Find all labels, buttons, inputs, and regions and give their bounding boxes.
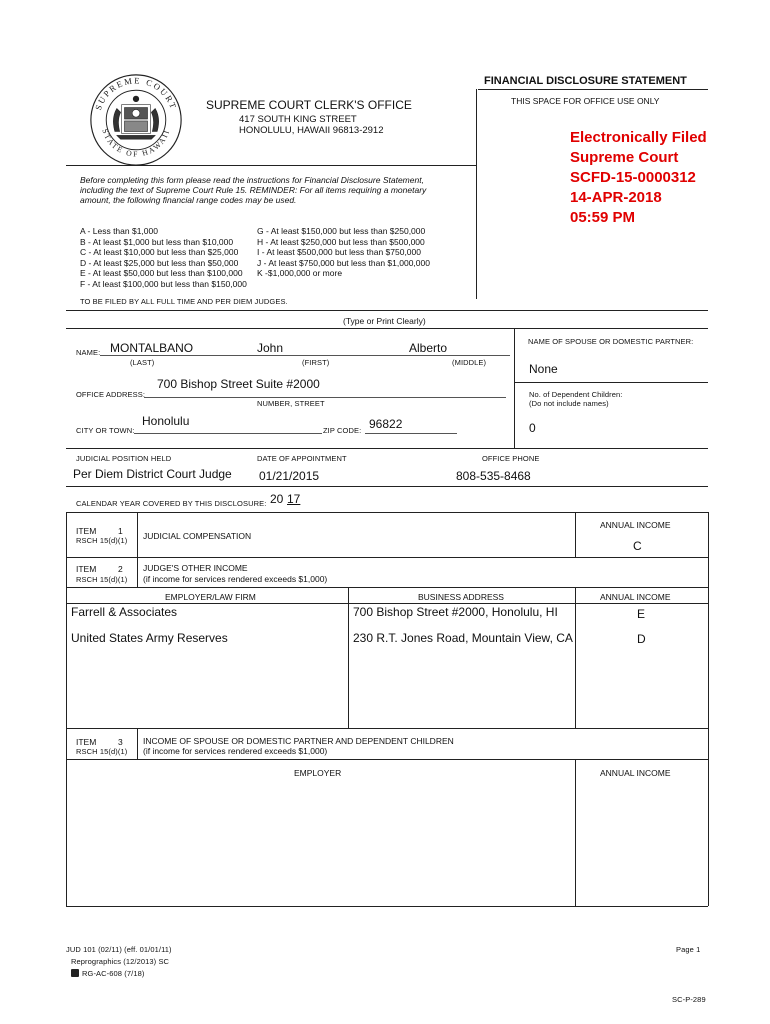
range-f: F - At least $100,000 but less than $150,000 xyxy=(80,278,247,289)
appointment-date-label: DATE OF APPOINTMENT xyxy=(257,454,347,463)
recycle-icon xyxy=(71,969,79,977)
stamp-line4: 14-APR-2018 xyxy=(570,189,662,206)
item2-row1-employer[interactable]: Farrell & Associates xyxy=(71,605,178,619)
range-codes-left xyxy=(80,226,247,289)
item1-rsch: RSCH 15(d)(1) xyxy=(76,536,128,545)
office-address-value[interactable]: 700 Bishop Street Suite #2000 xyxy=(157,377,320,391)
calendar-year-prefix: 20 xyxy=(270,492,284,506)
dependents-sublabel: (Do not include names) xyxy=(529,399,609,408)
zip-label: ZIP CODE: xyxy=(323,426,362,435)
electronic-filing-stamp xyxy=(570,128,707,228)
range-k: K -$1,000,000 or more xyxy=(257,268,343,278)
last-name-label: (LAST) xyxy=(130,358,155,367)
stamp-line5: 05:59 PM xyxy=(570,209,636,226)
first-name-label: (FIRST) xyxy=(302,358,330,367)
item1-annual-value[interactable]: C xyxy=(633,539,642,553)
item3-col-employer: EMPLOYER xyxy=(294,768,342,778)
office-address-label: OFFICE ADDRESS: xyxy=(76,390,146,399)
calendar-year-value[interactable]: 17 xyxy=(287,492,301,506)
to-be-filed-note: TO BE FILED BY ALL FULL TIME AND PER DIEM JUDGES. xyxy=(80,297,288,306)
calendar-year-label: CALENDAR YEAR COVERED BY THIS DISCLOSURE: xyxy=(76,499,267,508)
form-id: JUD 101 (02/11) (eff. 01/01/11) xyxy=(66,945,172,954)
rg-note xyxy=(71,969,144,978)
office-phone-value[interactable]: 808-535-8468 xyxy=(456,469,531,483)
range-j: J - At least $750,000 but less than $1,000,000 xyxy=(257,257,430,268)
instructions-line1: Before completing this form please read the instructions for Financial Disclosure Statement, xyxy=(80,175,424,185)
dependents-label: No. of Dependent Children: xyxy=(529,390,623,399)
type-or-print-note: (Type or Print Clearly) xyxy=(343,316,426,326)
middle-name-value[interactable]: Alberto xyxy=(409,341,448,355)
item2-row1-address[interactable]: 700 Bishop Street #2000, Honolulu, HI xyxy=(353,605,558,619)
svg-text:STATE OF HAWAII: STATE OF HAWAII xyxy=(100,127,172,159)
first-name-value[interactable]: John xyxy=(257,341,284,355)
reprographics-note: Reprographics (12/2013) SC xyxy=(71,957,170,966)
item2-row2-address[interactable]: 230 R.T. Jones Road, Mountain View, CA xyxy=(353,631,573,645)
item1-title: JUDICIAL COMPENSATION xyxy=(143,531,252,541)
item2-label: ITEM xyxy=(76,564,97,574)
page-number: Page 1 xyxy=(676,945,701,954)
item3-label: ITEM xyxy=(76,737,97,747)
range-codes-right xyxy=(257,226,430,279)
item2-col-address: BUSINESS ADDRESS xyxy=(418,592,504,602)
item2-row1-income[interactable]: E xyxy=(637,607,646,621)
item3-rsch: RSCH 15(d)(1) xyxy=(76,747,128,756)
instructions-line2: including the text of Supreme Court Rule 15. REMINDER: For all items requiring a monetary xyxy=(80,185,427,195)
range-b: B - At least $1,000 but less than $10,000 xyxy=(80,236,234,247)
city-label: CITY OR TOWN: xyxy=(76,426,135,435)
stamp-line1: Electronically Filed xyxy=(570,129,707,146)
item2-title: JUDGE'S OTHER INCOME xyxy=(143,563,248,573)
position-held-label: JUDICIAL POSITION HELD xyxy=(76,454,172,463)
item1-number: 1 xyxy=(118,526,123,536)
range-h: H - At least $250,000 but less than $500,000 xyxy=(257,236,425,247)
item3-col-income: ANNUAL INCOME xyxy=(600,768,671,778)
item3-subtitle: (if income for services rendered exceeds $1,000) xyxy=(143,746,328,756)
stamp-line2: Supreme Court xyxy=(570,149,679,166)
spouse-label: NAME OF SPOUSE OR DOMESTIC PARTNER: xyxy=(528,337,694,346)
svg-text:SUPREME COURT: SUPREME COURT xyxy=(93,75,179,112)
spouse-value[interactable]: None xyxy=(529,362,558,376)
item2-number: 2 xyxy=(118,564,123,574)
item1-label: ITEM xyxy=(76,526,97,536)
range-a: A - Less than $1,000 xyxy=(80,226,158,236)
item3-number: 3 xyxy=(118,737,123,747)
city-value[interactable]: Honolulu xyxy=(142,414,190,428)
range-d: D - At least $25,000 but less than $50,000 xyxy=(80,257,239,268)
office-address-sublabel: NUMBER, STREET xyxy=(257,399,325,408)
range-e: E - At least $50,000 but less than $100,000 xyxy=(80,268,243,278)
item2-rsch: RSCH 15(d)(1) xyxy=(76,575,128,584)
dependents-value[interactable]: 0 xyxy=(529,421,536,435)
instructions-line3: amount, the following financial range codes may be used. xyxy=(80,195,297,205)
stamp-line3: SCFD-15-0000312 xyxy=(570,169,696,186)
range-c: C - At least $10,000 but less than $25,000 xyxy=(80,247,239,257)
position-held-value[interactable]: Per Diem District Court Judge xyxy=(73,467,232,481)
range-g: G - At least $150,000 but less than $250,000 xyxy=(257,226,426,236)
office-phone-label: OFFICE PHONE xyxy=(482,454,540,463)
rg-code: RG-AC-608 (7/18) xyxy=(82,969,145,978)
range-i: I - At least $500,000 but less than $750,000 xyxy=(257,247,421,257)
supreme-court-seal xyxy=(88,72,184,168)
last-name-value[interactable]: MONTALBANO xyxy=(110,341,194,355)
form-title: FINANCIAL DISCLOSURE STATEMENT xyxy=(484,75,687,87)
item2-subtitle: (if income for services rendered exceeds $1,000) xyxy=(143,574,328,584)
office-name: SUPREME COURT CLERK'S OFFICE xyxy=(206,98,412,112)
name-label: NAME: xyxy=(76,348,101,357)
sc-code: SC-P-289 xyxy=(672,995,706,1004)
item3-title: INCOME OF SPOUSE OR DOMESTIC PARTNER AND DEPENDENT CHILDREN xyxy=(143,736,454,746)
appointment-date-value[interactable]: 01/21/2015 xyxy=(259,469,320,483)
item2-col-employer: EMPLOYER/LAW FIRM xyxy=(165,592,256,602)
office-use-label: THIS SPACE FOR OFFICE USE ONLY xyxy=(511,96,660,106)
item2-row2-employer[interactable]: United States Army Reserves xyxy=(71,631,228,645)
address-line1: 417 SOUTH KING STREET xyxy=(239,114,357,125)
item1-annual-label: ANNUAL INCOME xyxy=(600,520,671,530)
zip-value[interactable]: 96822 xyxy=(369,417,403,431)
item2-row2-income[interactable]: D xyxy=(637,632,646,646)
address-line2: HONOLULU, HAWAII 96813-2912 xyxy=(239,125,384,136)
middle-name-label: (MIDDLE) xyxy=(452,358,487,367)
item2-col-income: ANNUAL INCOME xyxy=(600,592,671,602)
